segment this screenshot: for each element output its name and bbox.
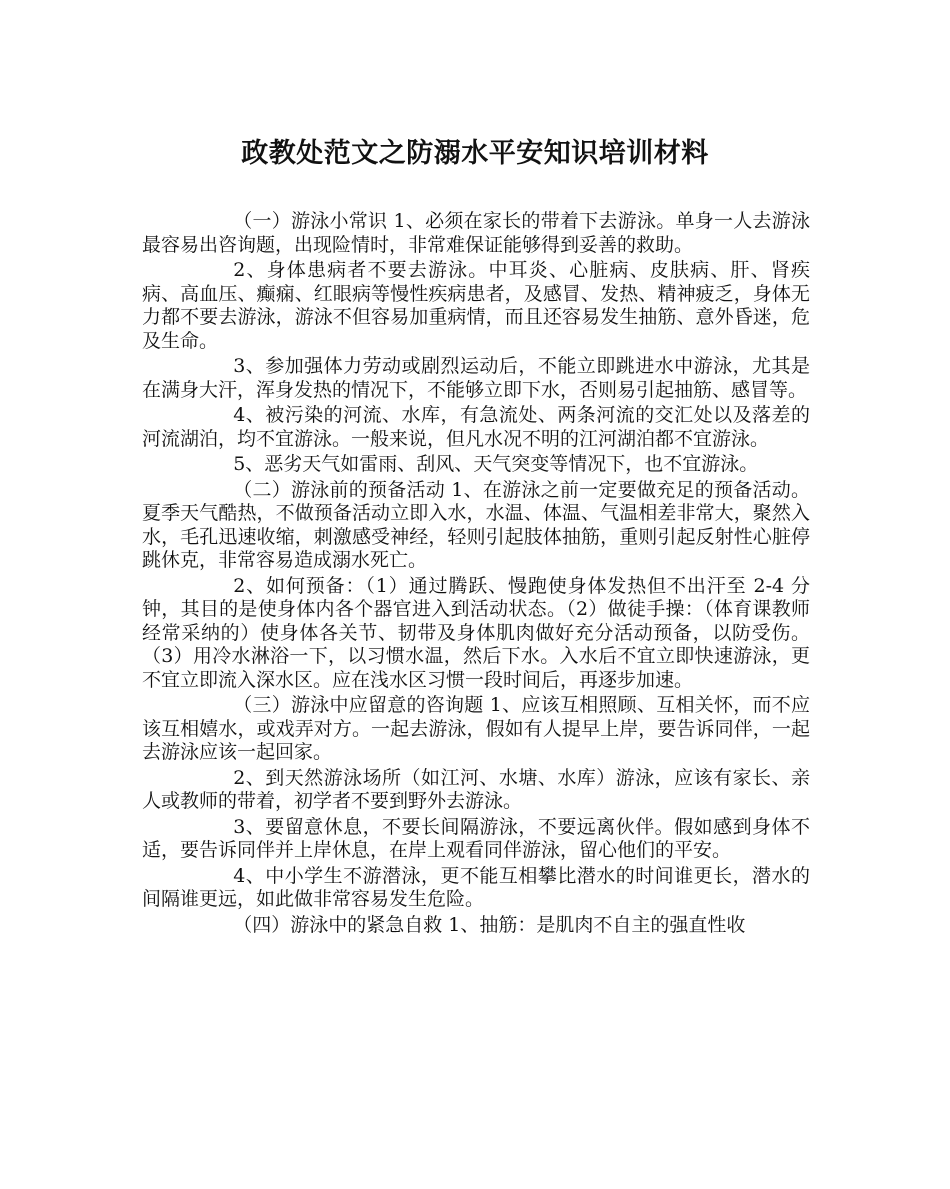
paragraph: 5、恶劣天气如雷雨、刮风、天气突变等情况下，也不宜游泳。 [233,453,759,475]
paragraph: 4、被污染的河流、水库，有急流处、两条河流的交汇处以及落差的河流湖泊，均不宜游泳。一般来说，但凡水况不明的江河湖泊都不宜游泳。 [142,404,810,450]
document-title: 政教处范文之防溺水平安知识培训材料 [241,138,709,169]
paragraph: （四）游泳中的紧急自救 1、抽筋：是肌肉不自主的强直性收 [233,913,746,936]
paragraph: （二）游泳前的预备活动 1、在游泳之前一定要做充足的预备活动。夏季天气酷热，不做预备活动立即入水，水温、体温、气温相差非常大，聚然入水，毛孔迅速收缩，刺激感受神经，轻则引起肢体抽筋，重则引起反射性心脏停跳休克，非常容易造成溺水死亡。 [142,478,810,571]
paragraph: 4、中小学生不游潜泳，更不能互相攀比潜水的时间谁更长，潜水的间隔谁更远，如此做非常容易发生危险。 [142,864,810,910]
document-body [142,210,810,939]
paragraph: 3、要留意休息，不要长间隔游泳，不要远离伙伴。假如感到身体不适，要告诉同伴并上岸休息，在岸上观看同伴游泳，留心他们的平安。 [142,815,810,861]
paragraph: （三）游泳中应留意的咨询题 1、应该互相照顾、互相关怀，而不应该互相嬉水，或戏弄对方。一起去游泳，假如有人提早上岸，要告诉同伴，一起去游泳应该一起回家。 [142,694,810,763]
paragraph: 2、如何预备：（1）通过腾跃、慢跑使身体发热但不出汗至 2-4 分钟，其目的是使身体内各个器官进入到活动状态。（2）做徒手操：（体育课教师经常采纳的）使身体各关节、韧带及身体肌肉做好充分活动预备，以防受伤。（3）用冷水淋浴一下，以习惯水温，然后下水。入水后不宜立即快速游泳，更不宜立即流入深水区。应在浅水区习惯一段时间后，再逐步加速。 [142,574,810,691]
paragraph: 2、身体患病者不要去游泳。中耳炎、心脏病、皮肤病、肝、肾疾病、高血压、癫痫、红眼病等慢性疾病患者，及感冒、发热、精神疲乏，身体无力都不要去游泳，游泳不但容易加重病情，而且还容易发生抽筋、意外昏迷，危及生命。 [142,259,810,352]
paragraph: （一）游泳小常识 1、必须在家长的带着下去游泳。单身一人去游泳最容易出咨询题，出现险情时，非常难保证能够得到妥善的救助。 [142,210,810,256]
paragraph: 2、到天然游泳场所（如江河、水塘、水库）游泳，应该有家长、亲人或教师的带着，初学者不要到野外去游泳。 [142,766,810,812]
paragraph: 3、参加强体力劳动或剧烈运动后，不能立即跳进水中游泳，尤其是在满身大汗，浑身发热的情况下，不能够立即下水，否则易引起抽筋、感冒等。 [142,355,810,401]
